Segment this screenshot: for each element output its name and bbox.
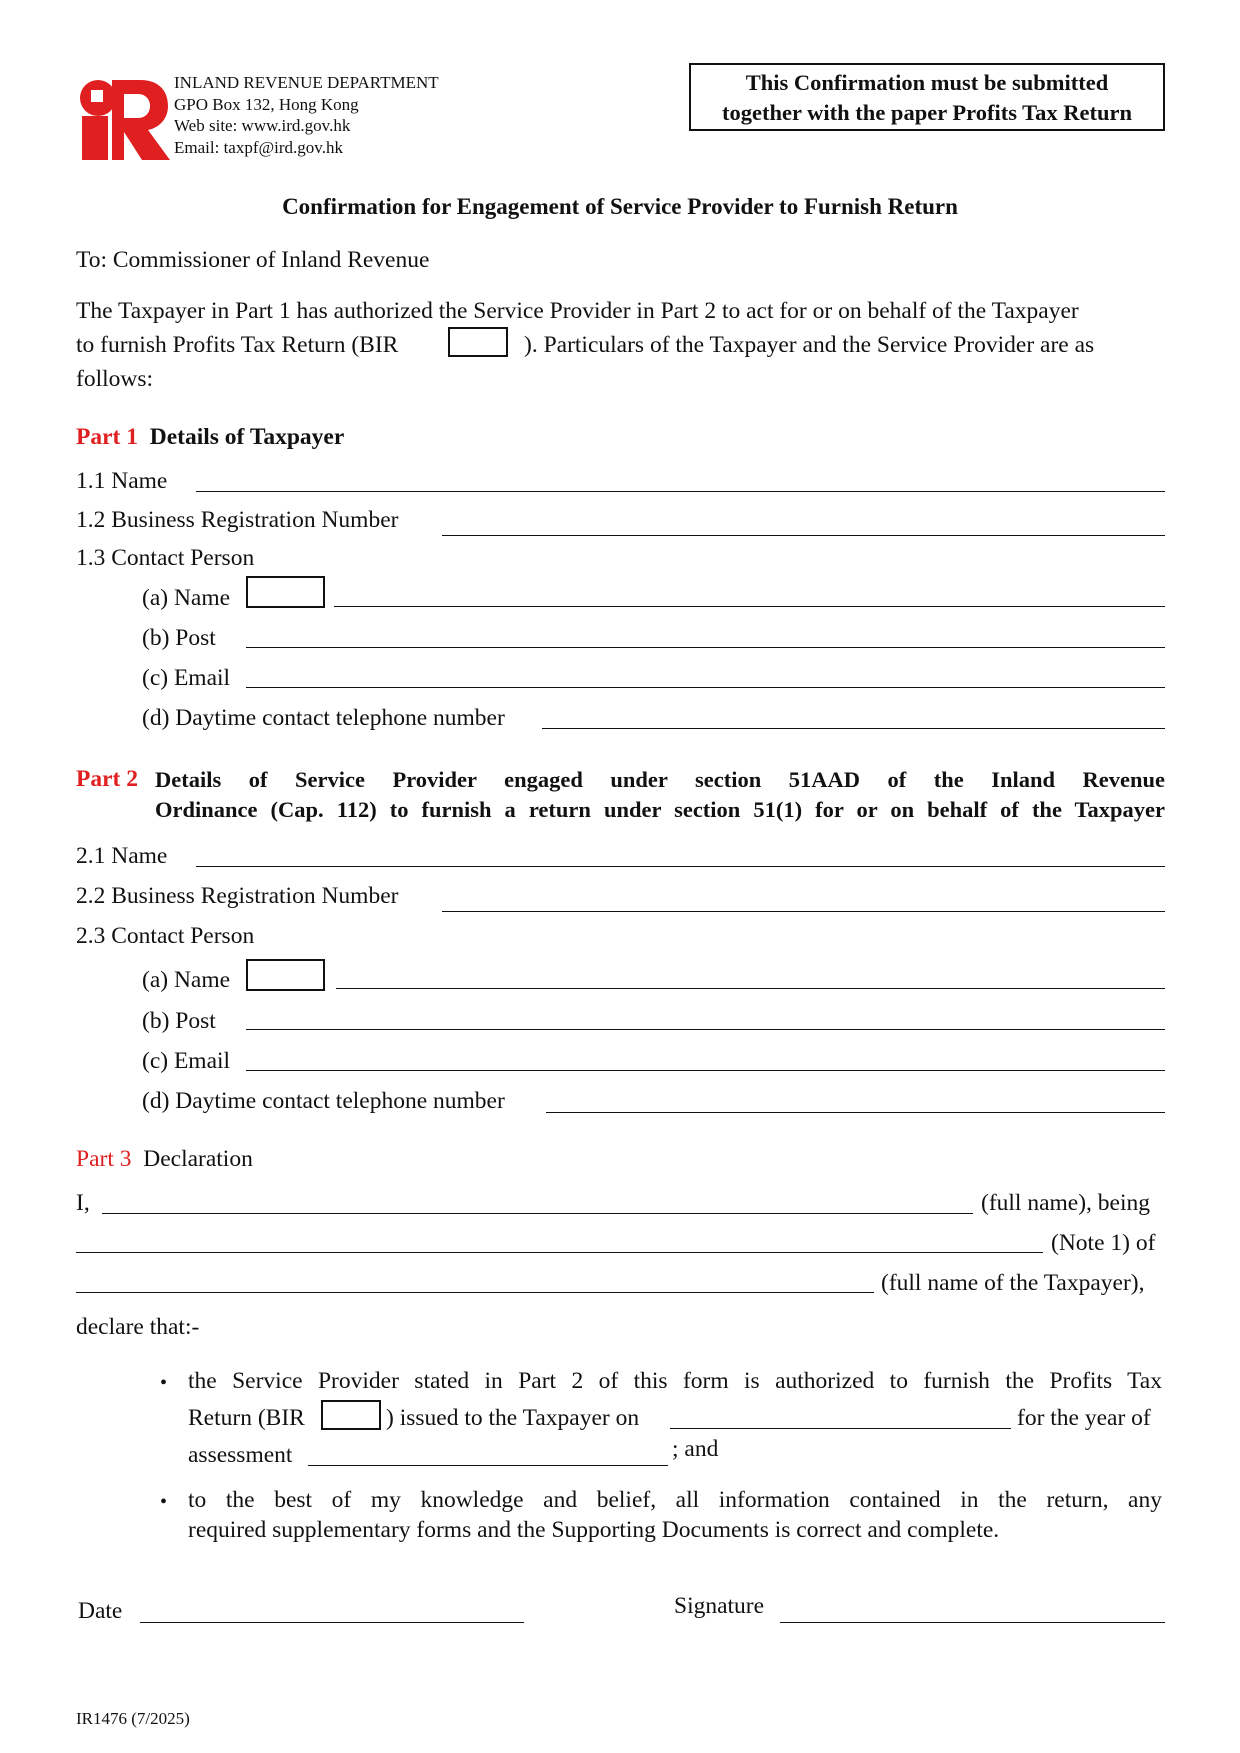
p2-contact-name-field[interactable] [336,988,1165,989]
p1-phone-label: (d) Daytime contact telephone number [142,705,505,731]
ird-logo [78,72,170,160]
p2-phone-field[interactable] [546,1112,1165,1113]
bir-number-input-intro[interactable] [448,327,508,357]
full-name-caption: (full name), being [981,1190,1151,1216]
department-address: GPO Box 132, Hong Kong [174,94,359,114]
intro-line-3: follows: [76,366,154,392]
p2-contact-label: 2.3 Contact Person [76,923,255,949]
p2-phone-label: (d) Daytime contact telephone number [142,1088,505,1114]
part3-title: Declaration [143,1146,253,1172]
addressee: To: Commissioner of Inland Revenue [76,247,430,273]
notice-line-1: This Confirmation must be submitted [745,70,1109,95]
part1-label: Part 1 [76,424,138,450]
p2-post-label: (b) Post [142,1008,216,1034]
part3-heading [76,1146,253,1173]
intro-line-2a: to furnish Profits Tax Return (BIR [76,332,399,358]
taxpayer-name-caption: (full name of the Taxpayer), [881,1270,1145,1296]
department-name: INLAND REVENUE DEPARTMENT [174,73,439,92]
intro-line-2b: ). Particulars of the Taxpayer and the Service Provider are as [524,332,1095,358]
declarant-i: I, [76,1190,90,1216]
signature-field[interactable] [780,1622,1165,1623]
p2-name-label: 2.1 Name [76,843,168,869]
department-info [174,72,439,158]
p2-name-field[interactable] [196,866,1165,867]
bullet-1: • [160,1372,168,1394]
bullet-1-return-label: Return (BIR [188,1405,305,1431]
note1-caption: (Note 1) of [1051,1230,1156,1256]
p1-post-field[interactable] [246,647,1165,648]
p1-contact-label: 1.3 Contact Person [76,545,255,571]
p1-name-field[interactable] [196,491,1165,492]
p2-brn-label: 2.2 Business Registration Number [76,883,399,909]
bullet-2: • [160,1491,168,1513]
part2-heading-line-2: Ordinance (Cap. 112) to furnish a return under section 51(1) for or on behalf of the Taxpayer [155,797,1165,822]
p2-contact-title-box[interactable] [246,959,325,991]
p2-email-label: (c) Email [142,1048,231,1074]
p1-post-label: (b) Post [142,625,216,651]
date-label: Date [78,1598,123,1624]
intro-line-1: The Taxpayer in Part 1 has authorized the Service Provider in Part 2 to act for or on behalf of the Taxpayer [76,298,1079,324]
year-of-assessment-field[interactable] [308,1465,668,1466]
p1-brn-field[interactable] [442,535,1165,536]
bir-number-input-declaration[interactable] [321,1400,381,1430]
bullet-1-and: ; and [672,1436,719,1462]
part2-label: Part 2 [76,766,138,792]
department-email: Email: taxpf@ird.gov.hk [174,137,343,157]
taxpayer-name-field[interactable] [76,1292,874,1293]
notice-line-2: together with the paper Profits Tax Return [722,100,1132,125]
p1-contact-title-box[interactable] [246,576,325,608]
part3-label: Part 3 [76,1146,132,1172]
p2-brn-field[interactable] [442,911,1165,912]
bullet-1-year-label: for the year of [1017,1405,1151,1431]
p1-brn-label: 1.2 Business Registration Number [76,507,399,533]
bullet-1-assessment-label: assessment [188,1442,293,1468]
bullet-2-line-2: required supplementary forms and the Supporting Documents is correct and complete. [188,1517,1000,1543]
issue-date-field[interactable] [670,1428,1011,1429]
date-field[interactable] [140,1622,524,1623]
signature-label: Signature [674,1593,765,1619]
bullet-1-issued-label: ) issued to the Taxpayer on [386,1405,640,1431]
p2-post-field[interactable] [246,1029,1165,1030]
p2-contact-name-label: (a) Name [142,967,231,993]
p1-contact-name-label: (a) Name [142,585,231,611]
p1-name-label: 1.1 Name [76,468,168,494]
p2-email-field[interactable] [246,1070,1165,1071]
p1-phone-field[interactable] [542,728,1165,729]
declarant-capacity-field[interactable] [76,1252,1043,1253]
part1-title: Details of Taxpayer [149,424,345,450]
p1-contact-name-field[interactable] [334,606,1165,607]
part2-heading-line-1: Details of Service Provider engaged under section 51AAD of the Inland Revenue [155,767,1165,792]
bullet-1-line-1: the Service Provider stated in Part 2 of this form is authorized to furnish the Profits Tax [188,1368,1162,1394]
form-code: IR1476 (7/2025) [76,1709,190,1728]
submission-notice-box [689,63,1165,131]
p1-email-label: (c) Email [142,665,231,691]
p1-email-field[interactable] [246,687,1165,688]
declarant-name-field[interactable] [102,1213,973,1214]
department-website: Web site: www.ird.gov.hk [174,116,351,135]
part1-heading [76,424,344,451]
form-title: Confirmation for Engagement of Service Provider to Furnish Return [282,194,958,219]
declare-that: declare that:- [76,1314,200,1340]
bullet-2-line-1: to the best of my knowledge and belief, all information contained in the return, any [188,1487,1162,1513]
